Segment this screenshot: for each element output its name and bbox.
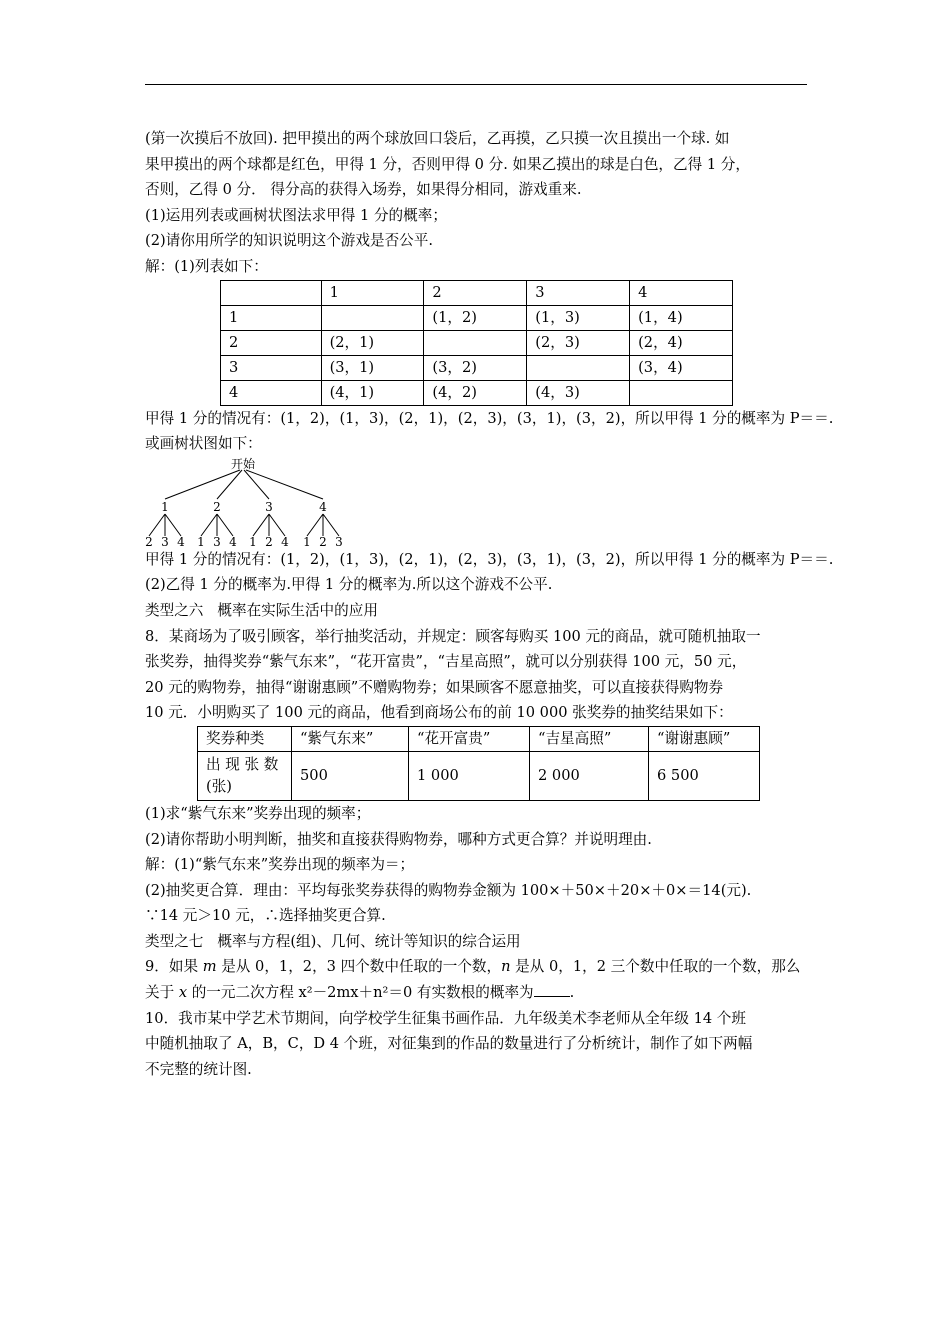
row-label: 出 现 张 数: [206, 755, 279, 773]
text-run: 关于: [145, 984, 179, 1002]
tree-branch: [201, 514, 217, 536]
table-cell: [630, 380, 733, 405]
table-cell: “紫气东来”: [292, 726, 409, 751]
table-cell: 1: [321, 280, 424, 305]
tree-leaf-label: 1: [197, 534, 205, 547]
question-2: (2)请你用所学的知识说明这个游戏是否公平.: [145, 232, 434, 250]
table-cell: “谢谢惠顾”: [649, 726, 760, 751]
variable-n: n: [501, 958, 511, 976]
problem-8-question: (1)求“紫气东来”奖券出现的频率；: [145, 804, 371, 822]
text-run: 的一元二次方程: [187, 984, 299, 1002]
table-cell: 1 000: [409, 751, 530, 800]
problem-8-answer: 解：(1)“紫气东来”奖券出现的频率为＝；: [145, 856, 415, 874]
intro-line: 否则，乙得 0 分． 得分高的获得入场券，如果得分相同，游戏重来.: [145, 181, 582, 199]
table-cell: (4，2): [424, 380, 527, 405]
tree-branch: [246, 470, 323, 499]
problem-8-line: 20 元的购物券，抽得“谢谢惠顾”不赠购物券；如果顾客不愿意抽奖，可以直接获得购物券: [145, 678, 724, 696]
tree-leaf-label: 3: [213, 534, 221, 547]
problem-8-line: 张奖券，抽得奖券“紫气东来”，“花开富贵”，“吉星高照”，就可以分别获得 100 元，50 元，: [145, 653, 747, 671]
table-cell: 500: [292, 751, 409, 800]
question-1: (1)运用列表或画树状图法求甲得 1 分的概率；: [145, 206, 447, 224]
tree-leaf-label: 2: [145, 534, 153, 547]
tree-branch: [165, 470, 240, 499]
problem-8-answer: (2)抽奖更合算．理由：平均每张奖券获得的购物券金额为 100×＋50×＋20×＋0×＝14(元).: [145, 881, 752, 899]
intro-line: 果甲摸出的两个球都是红色，甲得 1 分，否则甲得 0 分. 如果乙摸出的球是白色，乙得 1 分，: [145, 155, 750, 173]
text-run: 是从 0，1，2 三个数中任取的一个数，那么: [510, 958, 801, 976]
tree-branch: [217, 514, 233, 536]
section-heading: [145, 929, 810, 955]
table-row: [221, 380, 733, 405]
section-title: 概率在实际生活中的应用: [217, 601, 378, 619]
problem-9-line: [145, 980, 810, 1006]
table-cell: (1，4): [630, 305, 733, 330]
tree-branch: [149, 514, 165, 536]
answer-blank: [534, 982, 570, 997]
problem-10-line: 10．我市某中学艺术节期间，向学校学生征集书画作品．九年级美术李老师从全年级 14 个班: [145, 1009, 746, 1027]
table-cell: “花开富贵”: [409, 726, 530, 751]
text-run: 9．如果: [145, 958, 203, 976]
table-cell: (3，1): [321, 355, 424, 380]
section-label: 类型之六: [145, 601, 204, 619]
document-body: [145, 126, 834, 1082]
table-cell: (3，4): [630, 355, 733, 380]
table-header-row: [198, 726, 760, 751]
table-cell: [424, 330, 527, 355]
tree-node-label: 4: [319, 499, 327, 514]
table-cell: (4，1): [321, 380, 424, 405]
table-cell: (2，1): [321, 330, 424, 355]
table-cell: “吉星高照”: [530, 726, 649, 751]
variable-m: m: [202, 958, 217, 976]
solution-intro: 解：(1)列表如下：: [145, 257, 268, 275]
variable-x: x: [178, 984, 188, 1002]
table-cell: [198, 751, 292, 800]
table-cell: [321, 305, 424, 330]
table-cell: 4: [630, 280, 733, 305]
problem-8-question: (2)请你帮助小明判断，抽奖和直接获得购物券，哪种方式更合算？并说明理由.: [145, 830, 652, 848]
tree-diagram: [145, 457, 375, 547]
table-cell: (4，3): [527, 380, 630, 405]
tree-leaf-label: 4: [281, 534, 289, 547]
tree-leaf-label: 1: [249, 534, 257, 547]
tree-root-label: 开始: [230, 456, 256, 471]
table-header-row: [221, 280, 733, 305]
tree-leaf-label: 2: [265, 534, 273, 547]
text-run: .: [569, 984, 575, 1002]
section-heading: [145, 598, 810, 624]
table-cell: (3，2): [424, 355, 527, 380]
equation: x²－2mx＋n²＝0: [298, 984, 413, 1002]
problem-10-line: 中随机抽取了 A，B，C，D 4 个班，对征集到的作品的数量进行了分析统计，制作了如下两幅: [145, 1035, 753, 1053]
table-row: [221, 355, 733, 380]
answer-2: (2)乙得 1 分的概率为.甲得 1 分的概率为.所以这个游戏不公平.: [145, 576, 553, 594]
section-title: 概率与方程(组)、几何、统计等知识的综合运用: [217, 932, 521, 950]
tree-node-label: 3: [265, 499, 273, 514]
tree-intro: 或画树状图如下：: [145, 435, 262, 453]
problem-10-line: 不完整的统计图.: [145, 1060, 252, 1078]
tree-node-label: 1: [161, 499, 169, 514]
header-rule: [145, 84, 807, 85]
table-cell: (1，2): [424, 305, 527, 330]
intro-line: (第一次摸后不放回). 把甲摸出的两个球放回口袋后，乙再摸，乙只摸一次且摸出一个球. 如: [145, 130, 730, 147]
problem-8-answer: ∵14 元＞10 元，∴选择抽奖更合算.: [145, 907, 386, 925]
tree-branch: [165, 514, 181, 536]
tree-leaf-label: 3: [161, 534, 169, 547]
table-row: [198, 751, 760, 800]
table-cell: 3: [221, 355, 322, 380]
tree-leaf-label: 4: [229, 534, 237, 547]
table-cell: 2 000: [530, 751, 649, 800]
problem-9-line: [145, 954, 810, 980]
table-cell: 4: [221, 380, 322, 405]
problem-8-line: 10 元．小明购买了 100 元的商品，他看到商场公布的前 10 000 张奖券的抽奖结果如下：: [145, 704, 733, 722]
tree-leaf-label: 4: [177, 534, 185, 547]
table-cell: 3: [527, 280, 630, 305]
section-label: 类型之七: [145, 932, 204, 950]
text-run: 有实数根的概率为: [412, 984, 534, 1002]
table-cell: 1: [221, 305, 322, 330]
tree-node-label: 2: [213, 499, 221, 514]
row-label: (张): [206, 777, 232, 795]
table-cell: (1，3): [527, 305, 630, 330]
table-cell: (2，4): [630, 330, 733, 355]
table-cell: 2: [221, 330, 322, 355]
tree-leaf-label: 1: [303, 534, 311, 547]
table-cell: (2，3): [527, 330, 630, 355]
problem-8-line: 8．某商场为了吸引顾客，举行抽奖活动，并规定：顾客每购买 100 元的商品，就可随机抽取一: [145, 627, 761, 645]
cases-line: 甲得 1 分的情况有：(1，2)，(1，3)，(2，1)，(2，3)，(3，1)，(3，2)，所以甲得 1 分的概率为 P＝＝.: [145, 550, 834, 568]
cases-line: 甲得 1 分的情况有：(1，2)，(1，3)，(2，1)，(2，3)，(3，1)，(3，2)，所以甲得 1 分的概率为 P＝＝.: [145, 409, 834, 427]
tree-leaf-label: 2: [319, 534, 327, 547]
table-row: [221, 305, 733, 330]
tree-branch: [253, 514, 269, 536]
table-cell: 2: [424, 280, 527, 305]
table-cell: 6 500: [649, 751, 760, 800]
table-cell: [221, 280, 322, 305]
table-cell: [527, 355, 630, 380]
tree-branch: [323, 514, 339, 536]
tree-branch: [269, 514, 285, 536]
tree-branches: [149, 470, 339, 536]
tree-branch: [307, 514, 323, 536]
lottery-table: [197, 726, 760, 801]
text-run: 是从 0，1，2，3 四个数中任取的一个数，: [216, 958, 502, 976]
outcome-table: [220, 280, 733, 406]
tree-leaf-label: 3: [335, 534, 343, 547]
table-row: [221, 330, 733, 355]
table-cell: 奖券种类: [198, 726, 292, 751]
